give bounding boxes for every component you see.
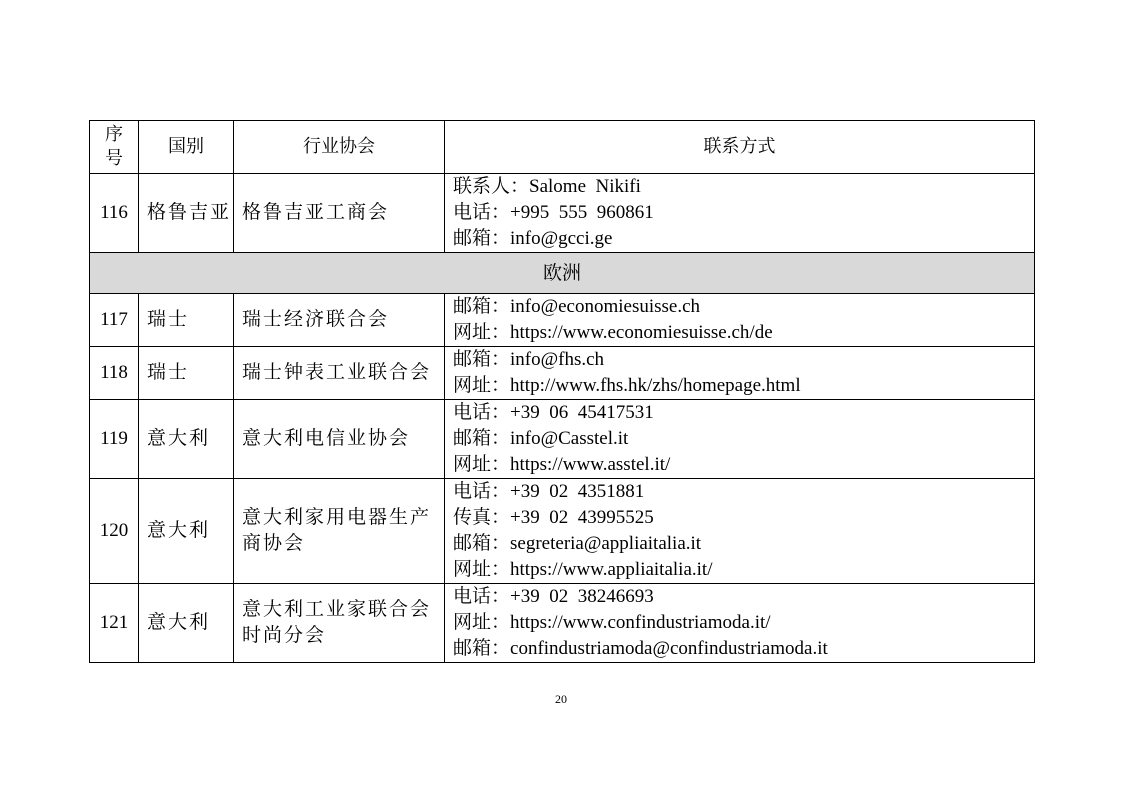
row-num: 121 [90,584,139,663]
contact-table [89,120,1035,663]
row-country: 瑞士 [139,347,234,400]
contact-line: 网址：https://www.confindustriamoda.it/ [453,612,771,633]
row-num: 119 [90,400,139,479]
row-contact [445,584,1035,663]
contact-line: 联系人：Salome Nikifi [453,176,641,197]
contact-line: 电话：+39 06 45417531 [453,402,654,423]
table-row [90,400,1035,479]
contact-line: 邮箱：info@economiesuisse.ch [453,296,701,317]
row-num: 118 [90,347,139,400]
header-country: 国别 [139,121,234,174]
row-association: 意大利家用电器生产商协会 [234,479,445,584]
section-row [90,253,1035,294]
contact-line: 网址：https://www.appliaitalia.it/ [453,559,713,580]
row-country: 意大利 [139,479,234,584]
row-country: 意大利 [139,584,234,663]
contact-line: 邮箱：info@gcci.ge [453,228,613,249]
row-association: 格鲁吉亚工商会 [234,174,445,253]
row-num: 116 [90,174,139,253]
contact-line: 网址：https://www.asstel.it/ [453,454,671,475]
contact-line: 电话：+39 02 4351881 [453,481,645,502]
header-row [90,121,1035,174]
header-association: 行业协会 [234,121,445,174]
contact-line: 电话：+995 555 960861 [453,202,654,223]
row-country: 瑞士 [139,294,234,347]
table-row [90,479,1035,584]
row-contact [445,294,1035,347]
section-title: 欧洲 [90,253,1035,294]
row-country: 意大利 [139,400,234,479]
row-num: 120 [90,479,139,584]
contact-line: 网址：http://www.fhs.hk/zhs/homepage.html [453,375,801,396]
table-row [90,347,1035,400]
contact-line: 网址：https://www.economiesuisse.ch/de [453,322,773,343]
row-association: 瑞士经济联合会 [234,294,445,347]
contact-line: 电话：+39 02 38246693 [453,586,654,607]
row-country: 格鲁吉亚 [139,174,234,253]
table-row [90,294,1035,347]
row-num: 117 [90,294,139,347]
row-association: 瑞士钟表工业联合会 [234,347,445,400]
contact-line: 邮箱：segreteria@appliaitalia.it [453,533,702,554]
header-contact: 联系方式 [445,121,1035,174]
table-row [90,584,1035,663]
row-contact [445,479,1035,584]
row-contact [445,400,1035,479]
page-number: 20 [555,692,567,706]
header-num: 序号 [90,121,139,174]
contact-line: 邮箱：confindustriamoda@confindustriamoda.it [453,638,828,659]
row-association: 意大利电信业协会 [234,400,445,479]
contact-line: 邮箱：info@Casstel.it [453,428,629,449]
row-association: 意大利工业家联合会时尚分会 [234,584,445,663]
contact-line: 邮箱：info@fhs.ch [453,349,605,370]
contact-line: 传真：+39 02 43995525 [453,507,654,528]
table-row [90,174,1035,253]
row-contact [445,174,1035,253]
row-contact [445,347,1035,400]
